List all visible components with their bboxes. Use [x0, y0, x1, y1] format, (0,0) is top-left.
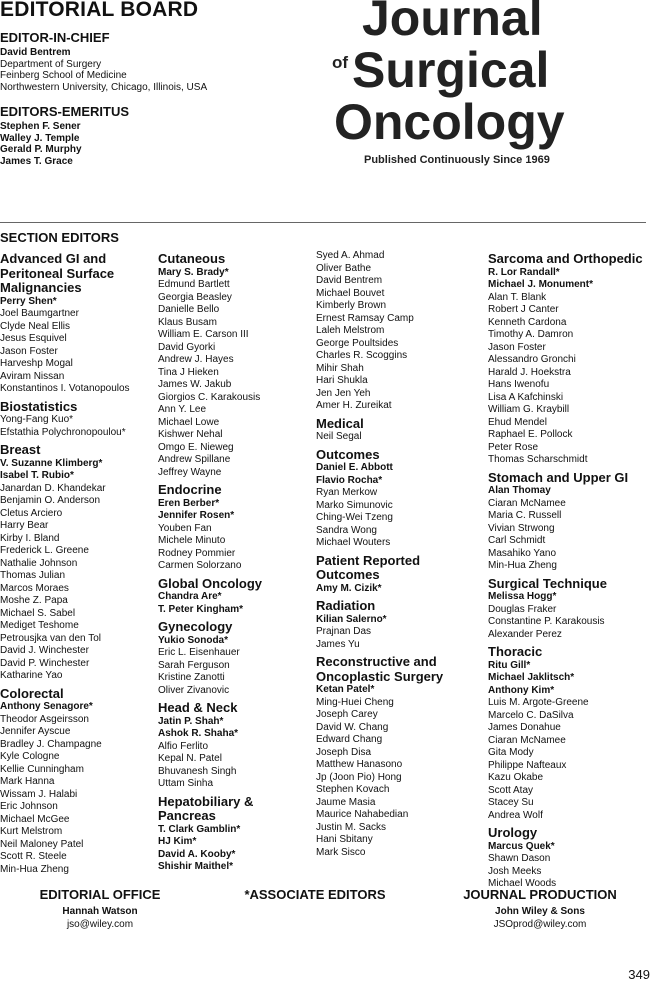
section-heading: Surgical Technique [488, 575, 607, 591]
editor-in-chief-affiliation: Feinberg School of Medicine [0, 70, 127, 81]
editor-name: David W. Chang [316, 721, 389, 733]
editor-name: James W. Jakub [158, 379, 232, 390]
editor-name: Carmen Solorzano [158, 560, 242, 571]
editor-name: Masahiko Yano [488, 547, 557, 559]
page-number: 349 [628, 967, 650, 982]
section-heading: Radiation [316, 598, 376, 613]
editor-name: Bradley J. Champagne [0, 738, 102, 750]
editor-name: Danielle Bello [158, 304, 220, 315]
editor-name: V. Suzanne Klimberg* [0, 457, 103, 469]
editor-name: Kellie Cunningham [0, 763, 84, 775]
editors-column-1 [0, 250, 156, 876]
editor-name: Jennifer Ayscue [0, 726, 71, 737]
editor-name: Jason Foster [488, 341, 546, 353]
editor-name: Alfio Ferlito [158, 740, 209, 752]
editor-name: Clyde Neal Ellis [0, 320, 71, 332]
editor-name: Min-Hua Zheng [0, 863, 69, 875]
section-heading: Patient Reported Outcomes [316, 552, 421, 582]
editor-name: Jen Jen Yeh [316, 387, 371, 399]
editorial-office-name: Hannah Watson [62, 906, 138, 917]
editor-name: Kazu Okabe [488, 772, 544, 783]
editor-name: Carl Schmidt [488, 535, 546, 546]
journal-title-line2: Surgical [352, 42, 550, 98]
journal-production-title: JOURNAL PRODUCTION [463, 887, 617, 902]
editor-name: Eric L. Eisenhauer [158, 647, 240, 658]
editor-name: Constantine P. Karakousis [488, 616, 605, 627]
editor-name: Oliver Zivanovic [158, 684, 230, 696]
editor-name: Douglas Fraker [488, 603, 557, 615]
journal-logo [332, 0, 650, 166]
editor-name: Yukio Sonoda* [158, 634, 229, 646]
editor-name: Michael Jaklitsch* [488, 672, 575, 683]
editor-name: Michael Bouvet [316, 287, 385, 299]
editor-name: Prajnan Das [316, 626, 372, 637]
editor-name: Mark Sisco [316, 846, 366, 858]
editorial-board-header [0, 0, 330, 167]
section-heading: Cutaneous [158, 251, 226, 266]
editors-emeritus-list [0, 121, 330, 167]
editor-name: Peter Rose [488, 441, 539, 453]
editor-name: Edmund Bartlett [158, 279, 230, 290]
editor-name: Michele Minuto [158, 535, 226, 546]
editor-name: Michael J. Monument* [488, 279, 594, 290]
section-heading: Gynecology [158, 619, 233, 634]
editor-name: Chandra Are* [158, 591, 222, 602]
editor-name: Joel Baumgartner [0, 308, 79, 319]
section-heading: Medical [316, 415, 364, 431]
journal-production-name: John Wiley & Sons [495, 906, 585, 917]
editor-name: Michael S. Sabel [0, 607, 76, 619]
editor-name: George Poultsides [316, 337, 399, 349]
editor-name: Jatin P. Shah* [158, 715, 224, 727]
emeritus-editor-name: Walley J. Temple [0, 132, 80, 144]
editor-name: Michael McGee [0, 813, 70, 825]
section-heading: Hepatobiliary & Pancreas [158, 793, 254, 823]
editor-name: Benjamin O. Anderson [0, 495, 101, 506]
section-heading: Global Oncology [158, 575, 263, 591]
editor-name: Kishwer Nehal [158, 429, 223, 440]
editor-name: Josh Meeks [488, 865, 542, 877]
editor-name: Kimberly Brown [316, 300, 387, 311]
editor-name: Edward Chang [316, 734, 383, 745]
editor-name: Kirby I. Bland [0, 532, 60, 544]
section-heading: Endocrine [158, 482, 222, 497]
editor-name: Scott R. Steele [0, 851, 67, 862]
editors-column-2 [158, 250, 314, 874]
journal-title-line1: Journal [362, 0, 543, 46]
editor-name: Jeffrey Wayne [158, 466, 222, 478]
section-editors-title: SECTION EDITORS [0, 230, 119, 245]
editor-name: Omgo E. Nieweg [158, 441, 234, 453]
editor-name: Ming-Huei Cheng [316, 696, 394, 708]
editor-name: Amy M. Cizik* [316, 582, 382, 594]
editor-name: Nathalie Johnson [0, 557, 78, 569]
editors-emeritus-label: EDITORS-EMERITUS [0, 104, 130, 119]
editor-name: Kristine Zanotti [158, 672, 225, 683]
editor-name: Frederick L. Greene [0, 545, 89, 556]
editor-name: Michael Wouters [316, 537, 391, 548]
section-heading: Reconstructive and Oncoplastic Surgery [316, 654, 444, 684]
editor-name: Isabel T. Rubio* [0, 470, 74, 481]
editor-name: Harry Bear [0, 520, 49, 531]
emeritus-editor-name: James T. Grace [0, 155, 73, 167]
editor-name: Ann Y. Lee [158, 404, 207, 415]
editor-name: Melissa Hogg* [488, 591, 557, 602]
editor-name: Timothy A. Damron [488, 329, 574, 340]
editor-name: Ketan Patel* [316, 684, 375, 695]
editor-name: Gita Mody [488, 747, 534, 758]
editor-name: Alessandro Gronchi [488, 354, 576, 365]
editor-name: Amer H. Zureikat [316, 400, 392, 411]
editor-name: Youben Fan [158, 522, 212, 534]
editor-name: Kyle Cologne [0, 751, 60, 762]
editor-name: Kurt Melstrom [0, 826, 63, 837]
editor-name: Uttam Sinha [158, 778, 214, 789]
editor-name: Giorgios C. Karakousis [158, 391, 261, 403]
editor-name: Mediget Teshome [0, 620, 79, 631]
editors-column-3 [316, 250, 486, 859]
editor-name: Thomas Julian [0, 570, 66, 581]
editor-name: Jason Foster [0, 345, 58, 357]
editor-name: Sandra Wong [316, 524, 377, 536]
editor-name: Hani Sbitany [316, 834, 373, 845]
published-since-tagline: Published Continuously Since 1969 [364, 154, 550, 166]
editor-name: Hans Iwenofu [488, 379, 550, 390]
editor-name: Rodney Pommier [158, 547, 236, 559]
editor-name: Marko Simunovic [316, 499, 393, 511]
editor-name: Wissam J. Halabi [0, 788, 78, 800]
section-heading: Outcomes [316, 446, 380, 462]
editor-name: Min-Hua Zheng [488, 560, 557, 571]
editor-name: Flavio Rocha* [316, 474, 383, 486]
editor-name: Andrew Spillane [158, 454, 231, 465]
editor-name: Andrea Wolf [488, 809, 543, 821]
editor-name: Oliver Bathe [316, 262, 372, 274]
editorial-office [0, 887, 200, 931]
editor-name: Michael Woods [488, 878, 557, 889]
editor-name: Marcos Moraes [0, 582, 69, 594]
editor-name: Raphael E. Pollock [488, 429, 573, 440]
editor-name: Mark Hanna [0, 776, 55, 787]
editor-name: T. Clark Gamblin* [158, 823, 241, 835]
editor-name: Perry Shen* [0, 295, 57, 307]
editor-name: Efstathia Polychronopoulou* [0, 426, 126, 438]
editor-name: Stephen Kovach [316, 784, 390, 795]
editor-name: Maurice Nahabedian [316, 809, 409, 820]
editor-name: Aviram Nissan [0, 370, 65, 382]
editor-name: Tina J Hieken [158, 366, 219, 378]
journal-title-of: of [332, 53, 349, 72]
associate-editors-note [215, 887, 415, 902]
editor-name: Jennifer Rosen* [158, 510, 235, 521]
editor-name: Scott Atay [488, 784, 534, 796]
editor-name: Joseph Disa [316, 746, 372, 758]
editor-name: Eric Johnson [0, 801, 58, 812]
journal-production [430, 887, 650, 931]
section-heading: Advanced GI and Peritoneal Surface Malignancies [0, 251, 115, 295]
editor-name: Alan Thomay [488, 485, 551, 496]
editor-in-chief-label: EDITOR-IN-CHIEF [0, 30, 110, 45]
editor-name: James Yu [316, 638, 360, 650]
editor-name: David Gyorki [158, 341, 216, 353]
editor-name: Andrew J. Hayes [158, 354, 234, 365]
editor-name: Ehud Mendel [488, 416, 547, 428]
editorial-office-email: jso@wiley.com [66, 919, 134, 930]
editor-name: Yong-Fang Kuo* [0, 414, 74, 425]
editor-name: Kepal N. Patel [158, 753, 222, 764]
editor-name: Klaus Busam [158, 316, 217, 328]
editor-in-chief-name: David Bentrem [0, 47, 71, 58]
editor-name: Mary S. Brady* [158, 266, 229, 278]
board-title: EDITORIAL BOARD [0, 0, 199, 21]
editor-name: Lisa A Kafchinski [488, 391, 564, 403]
editor-name: David P. Winchester [0, 657, 90, 669]
editor-name: David A. Kooby* [158, 848, 236, 860]
editor-name: Anthony Senagore* [0, 701, 93, 712]
editor-name: Marcus Quek* [488, 840, 555, 852]
editor-name: Luis M. Argote-Greene [488, 697, 589, 708]
editor-name: Eren Berber* [158, 497, 220, 509]
editor-name: Katharine Yao [0, 670, 63, 681]
editor-name: Justin M. Sacks [316, 821, 387, 833]
editor-name: Mihir Shah [316, 362, 364, 374]
editor-name: Kilian Salerno* [316, 613, 387, 625]
section-heading: Breast [0, 442, 41, 457]
editorial-office-title: EDITORIAL OFFICE [39, 887, 161, 902]
header-divider [0, 222, 646, 223]
editor-name: Stacey Su [488, 797, 534, 808]
editor-name: Ryan Merkow [316, 487, 378, 498]
associate-editors-label: *ASSOCIATE EDITORS [244, 887, 386, 902]
editor-name: Alan T. Blank [488, 291, 547, 303]
editor-name: Georgia Beasley [158, 291, 232, 303]
editor-name: Shishir Maithel* [158, 861, 234, 872]
journal-production-email: JSOprod@wiley.com [493, 919, 587, 930]
editor-name: Laleh Melstrom [316, 325, 385, 336]
section-heading: Stomach and Upper GI [488, 469, 629, 485]
editor-name: James Donahue [488, 722, 561, 733]
editor-name: Thomas Scharschmidt [488, 454, 588, 465]
editor-name: Ciaran McNamee [488, 734, 566, 746]
editor-name: Matthew Hanasono [316, 759, 403, 770]
editor-name: Sarah Ferguson [158, 659, 230, 671]
editor-name: Charles R. Scoggins [316, 350, 408, 361]
editor-name: Daniel E. Abbott [316, 462, 393, 473]
editor-name: Ashok R. Shaha* [158, 728, 239, 739]
emeritus-editor-name: Gerald P. Murphy [0, 144, 82, 155]
editor-name: Bhuvanesh Singh [158, 765, 237, 777]
editor-name: Marcelo C. DaSilva [488, 709, 574, 721]
emeritus-editor-name: Stephen F. Sener [0, 121, 81, 132]
editor-name: HJ Kim* [158, 836, 197, 847]
editor-name: Kenneth Cardona [488, 316, 567, 328]
editor-name: R. Lor Randall* [488, 266, 560, 278]
editor-in-chief-affiliation: Northwestern University, Chicago, Illinois, USA [0, 81, 208, 93]
section-heading: Biostatistics [0, 398, 78, 414]
editors-column-4 [488, 250, 650, 891]
editor-name: Syed A. Ahmad [316, 250, 385, 261]
editor-name: Neil Maloney Patel [0, 838, 84, 850]
section-heading: Urology [488, 825, 538, 840]
editor-name: Theodor Asgeirsson [0, 713, 89, 725]
editor-name: Petrousjka van den Tol [0, 632, 101, 644]
editor-name: Hari Shukla [316, 375, 368, 386]
editor-name: Philippe Nafteaux [488, 759, 567, 771]
editor-name: Shawn Dason [488, 853, 551, 864]
editor-name: Vivian Strwong [488, 522, 555, 534]
editor-in-chief-info [0, 47, 330, 93]
editor-name: Moshe Z. Papa [0, 595, 68, 606]
editor-name: Ritu Gill* [488, 659, 531, 671]
editor-name: David Bentrem [316, 275, 383, 286]
editor-name: Anthony Kim* [488, 684, 555, 696]
editor-name: Robert J Canter [488, 304, 559, 315]
editor-name: Konstantinos I. Votanopoulos [0, 383, 130, 394]
editor-in-chief-affiliation: Department of Surgery [0, 58, 102, 70]
editor-name: Janardan D. Khandekar [0, 482, 106, 494]
editor-name: William E. Carson III [158, 329, 249, 340]
section-heading: Head & Neck [158, 700, 238, 715]
editor-name: Jaume Masia [316, 796, 376, 808]
editor-name: Cletus Arciero [0, 507, 63, 519]
editor-name: Michael Lowe [158, 416, 220, 428]
editor-name: Maria C. Russell [488, 510, 562, 521]
editor-name: Alexander Perez [488, 628, 562, 640]
editor-name: Jp (Joon Pio) Hong [316, 771, 402, 783]
editor-name: Joseph Carey [316, 709, 378, 720]
editor-name: T. Peter Kingham* [158, 603, 244, 615]
editor-name: William G. Kraybill [488, 404, 570, 415]
journal-title-line3: Oncology [334, 94, 565, 150]
editor-name: Ernest Ramsay Camp [316, 312, 414, 324]
section-heading: Sarcoma and Orthopedic [488, 251, 643, 266]
editor-name: Ching-Wei Tzeng [316, 512, 393, 523]
section-heading: Thoracic [488, 644, 543, 659]
editor-name: David J. Winchester [0, 645, 89, 656]
editor-name: Ciaran McNamee [488, 497, 566, 509]
section-heading: Colorectal [0, 685, 64, 701]
editor-name: Neil Segal [316, 431, 362, 442]
editor-name: Harald J. Hoekstra [488, 366, 571, 378]
editor-name: Jesus Esquivel [0, 333, 67, 344]
editor-name: Harveshp Mogal [0, 358, 73, 369]
